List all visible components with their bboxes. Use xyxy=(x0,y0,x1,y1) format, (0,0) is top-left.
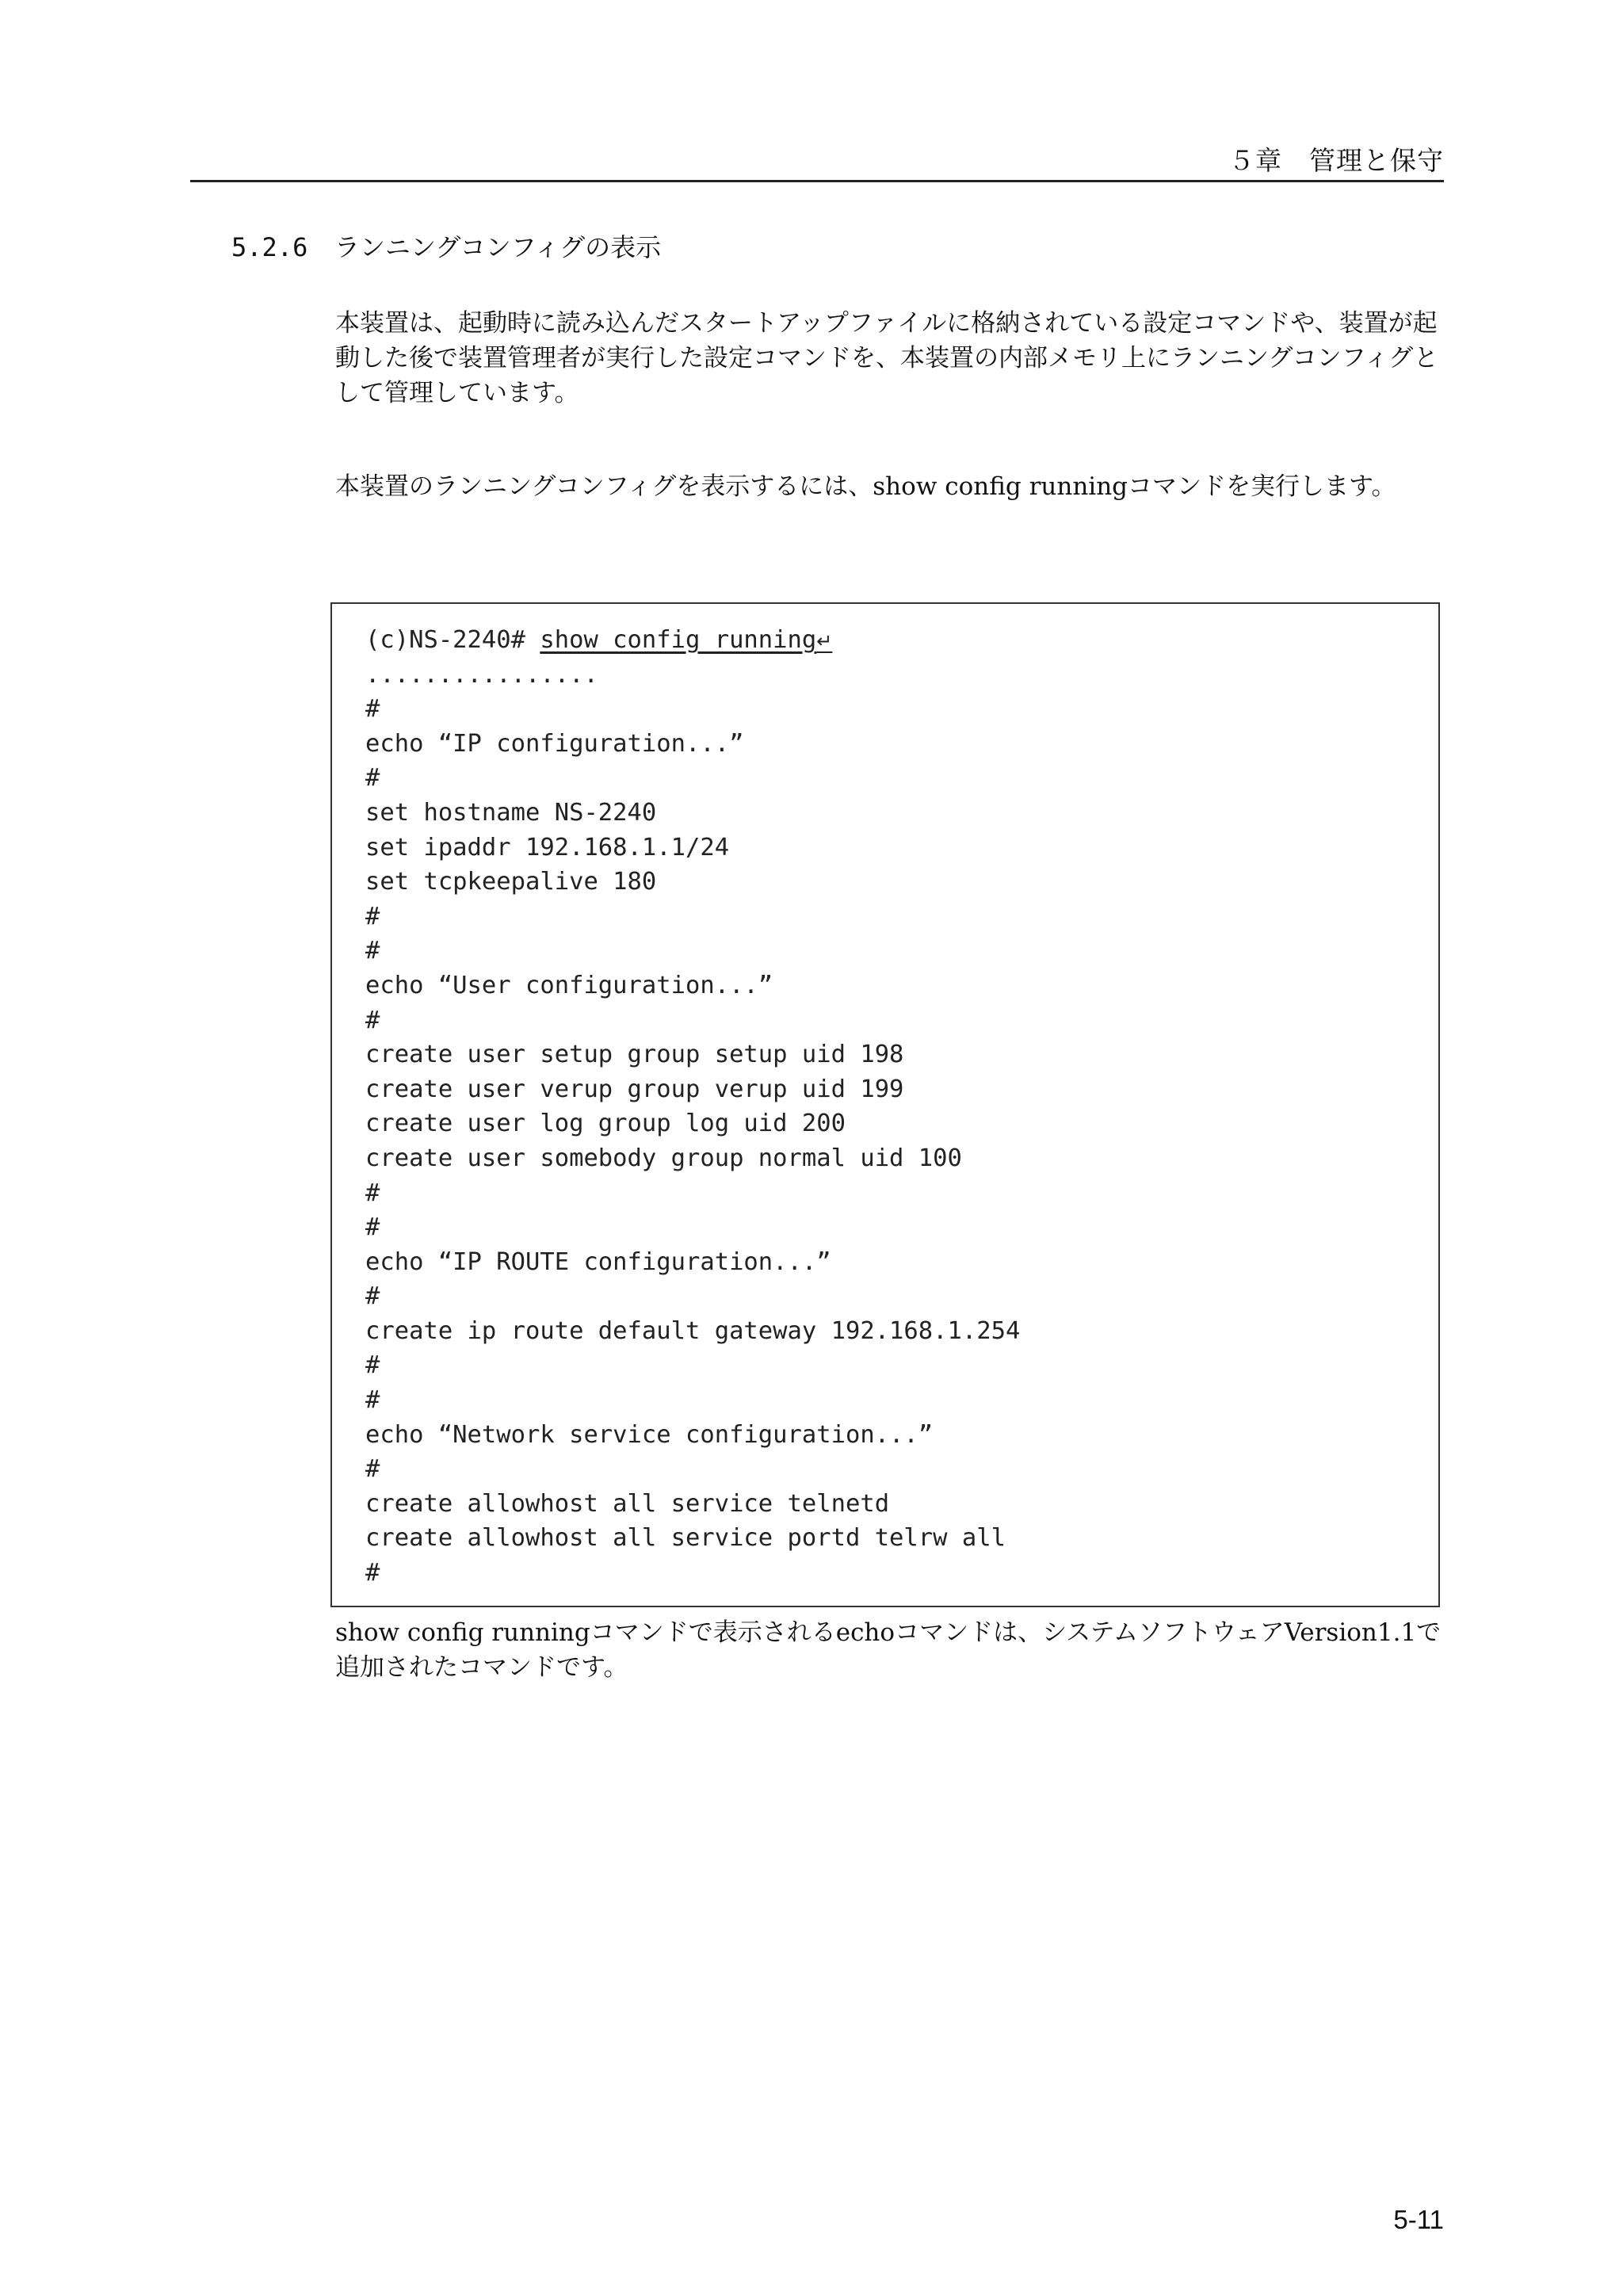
code-line: echo “IP configuration...” xyxy=(365,729,744,758)
paragraph-intro: 本装置は、起動時に読み込んだスタートアップファイルに格納されている設定コマンドや、装置が起動した後で装置管理者が実行した設定コマンドを、本装置の内部メモリ上にランニングコンフィグとして管理しています。 xyxy=(335,309,1438,407)
code-line: set tcpkeepalive 180 xyxy=(365,868,657,896)
paragraph-note: show config runningコマンドで表示されるechoコマンドは、システムソフトウェアVersion1.1で追加されたコマンドです。 xyxy=(335,1618,1442,1682)
section-title: ランニングコンフィグの表示 xyxy=(334,232,662,262)
code-line: echo “IP ROUTE configuration...” xyxy=(365,1247,831,1276)
code-line: # xyxy=(365,1282,380,1311)
code-line: create user log group log uid 200 xyxy=(365,1110,846,1138)
section-number: 5.2.6 xyxy=(231,232,308,262)
code-line: # xyxy=(365,1559,380,1587)
code-line: # xyxy=(365,1006,380,1034)
code-line: # xyxy=(365,902,380,930)
code-line: # xyxy=(365,764,380,793)
code-line: ................ xyxy=(365,660,598,689)
code-line: set ipaddr 192.168.1.1/24 xyxy=(365,833,730,861)
page-header xyxy=(190,139,1444,182)
code-prompt: (c)NS-2240# xyxy=(365,626,540,654)
code-line: # xyxy=(365,1386,380,1415)
code-line: # xyxy=(365,695,380,724)
code-line: # xyxy=(365,1213,380,1242)
code-prompt-line xyxy=(365,623,1020,658)
code-line: # xyxy=(365,937,380,965)
code-line: create user verup group verup uid 199 xyxy=(365,1075,904,1103)
code-line: # xyxy=(365,1351,380,1380)
code-line: # xyxy=(365,1179,380,1207)
code-example-box xyxy=(330,602,1440,1607)
code-line: echo “User configuration...” xyxy=(365,971,773,999)
code-line: create allowhost all service telnetd xyxy=(365,1489,890,1518)
chapter-label: ５章 管理と保守 xyxy=(1228,145,1444,176)
paragraph-how-to: 本装置のランニングコンフィグを表示するには、show config runningコマンドを実行します。 xyxy=(335,472,1396,501)
code-line: create ip route default gateway 192.168.1.254 xyxy=(365,1316,1021,1345)
code-line: # xyxy=(365,1455,380,1484)
code-line: echo “Network service configuration...” xyxy=(365,1420,934,1449)
code-line: create user setup group setup uid 198 xyxy=(365,1041,904,1069)
return-key-icon: ↵ xyxy=(816,630,833,652)
code-line: create user somebody group normal uid 100 xyxy=(365,1144,962,1172)
code-lines xyxy=(365,623,1020,1591)
section-heading xyxy=(231,227,661,264)
code-command: show config running xyxy=(540,626,817,654)
code-line: set hostname NS-2240 xyxy=(365,798,657,827)
page-number: 5-11 xyxy=(1393,2205,1444,2234)
code-line: create allowhost all service portd telrw all xyxy=(365,1524,1006,1553)
